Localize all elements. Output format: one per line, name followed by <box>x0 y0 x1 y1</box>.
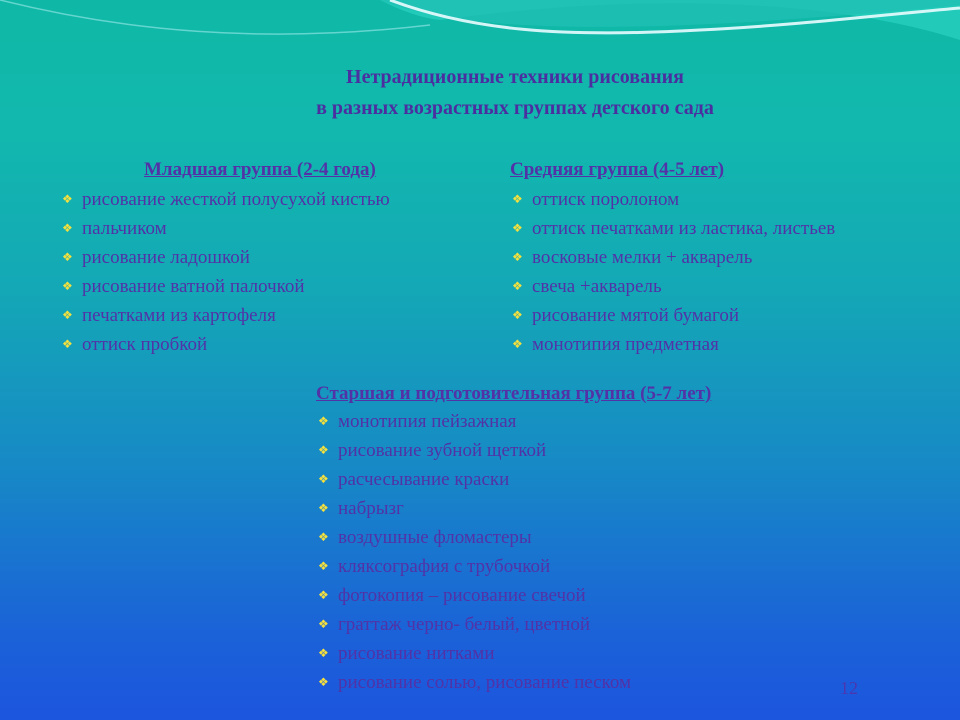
page-title-line-1: Нетрадиционные техники рисования <box>346 66 684 88</box>
star-bullet-icon: ❖ <box>318 414 329 428</box>
star-bullet-icon: ❖ <box>318 443 329 457</box>
star-bullet-icon: ❖ <box>62 192 73 206</box>
star-bullet-icon: ❖ <box>318 501 329 515</box>
list-item: ❖ рисование нитками <box>316 639 711 668</box>
list-item: ❖ монотипия предметная <box>510 330 835 359</box>
list-item: ❖ воздушные фломастеры <box>316 523 711 552</box>
star-bullet-icon: ❖ <box>512 192 523 206</box>
star-bullet-icon: ❖ <box>512 250 523 264</box>
list-item: ❖ оттиск пробкой <box>60 330 390 359</box>
senior-group-section <box>316 381 711 697</box>
star-bullet-icon: ❖ <box>62 337 73 351</box>
middle-group-heading: Средняя группа (4-5 лет) <box>510 159 725 180</box>
middle-group-section <box>510 157 835 359</box>
star-bullet-icon: ❖ <box>512 279 523 293</box>
page-number: 12 <box>840 678 858 698</box>
star-bullet-icon: ❖ <box>318 646 329 660</box>
middle-group-list <box>510 185 835 359</box>
senior-group-heading: Старшая и подготовительная группа (5-7 лет) <box>316 383 712 404</box>
star-bullet-icon: ❖ <box>318 530 329 544</box>
list-item: ❖ оттиск поролоном <box>510 185 835 214</box>
junior-group-section <box>60 157 390 359</box>
junior-group-list <box>60 185 390 359</box>
list-item: ❖ рисование мятой бумагой <box>510 301 835 330</box>
decorative-wave <box>0 0 960 110</box>
list-item: ❖ граттаж черно- белый, цветной <box>316 610 711 639</box>
list-item: ❖ рисование ватной палочкой <box>60 272 390 301</box>
list-item: ❖ монотипия пейзажная <box>316 407 711 436</box>
list-item: ❖ рисование зубной щеткой <box>316 436 711 465</box>
list-item: ❖ восковые мелки + акварель <box>510 243 835 272</box>
star-bullet-icon: ❖ <box>512 308 523 322</box>
senior-group-list <box>316 407 711 697</box>
list-item: ❖ рисование ладошкой <box>60 243 390 272</box>
list-item: ❖ набрызг <box>316 494 711 523</box>
star-bullet-icon: ❖ <box>318 472 329 486</box>
star-bullet-icon: ❖ <box>62 279 73 293</box>
star-bullet-icon: ❖ <box>62 221 73 235</box>
list-item: ❖ оттиск печатками из ластика, листьев <box>510 214 835 243</box>
list-item: ❖ свеча +акварель <box>510 272 835 301</box>
list-item: ❖ кляксография с трубочкой <box>316 552 711 581</box>
star-bullet-icon: ❖ <box>318 588 329 602</box>
list-item: ❖ печатками из картофеля <box>60 301 390 330</box>
star-bullet-icon: ❖ <box>318 675 329 689</box>
list-item: ❖ пальчиком <box>60 214 390 243</box>
star-bullet-icon: ❖ <box>62 308 73 322</box>
list-item: ❖ рисование жесткой полусухой кистью <box>60 185 390 214</box>
junior-group-heading: Младшая группа (2-4 года) <box>144 159 376 180</box>
star-bullet-icon: ❖ <box>318 617 329 631</box>
star-bullet-icon: ❖ <box>512 221 523 235</box>
list-item: ❖ фотокопия – рисование свечой <box>316 581 711 610</box>
list-item: ❖ расчесывание краски <box>316 465 711 494</box>
star-bullet-icon: ❖ <box>318 559 329 573</box>
star-bullet-icon: ❖ <box>512 337 523 351</box>
star-bullet-icon: ❖ <box>62 250 73 264</box>
list-item: ❖ рисование солью, рисование песком <box>316 668 711 697</box>
page-title-line-2: в разных возрастных группах детского сада <box>316 97 714 119</box>
